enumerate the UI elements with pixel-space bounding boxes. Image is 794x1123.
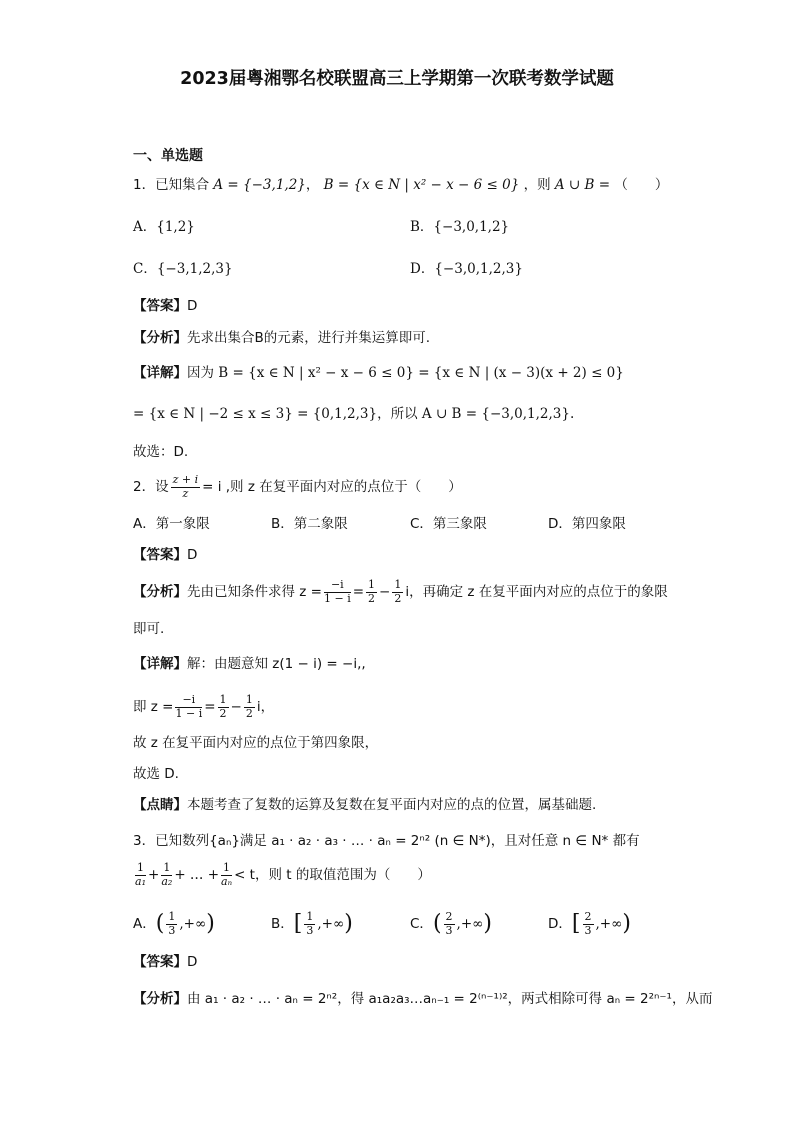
q3-stem-rest: < t，则 t 的取值范围为（ ） bbox=[234, 867, 431, 884]
q2-analysis-text: 先由已知条件求得 z = bbox=[187, 584, 322, 601]
page-title: 2023届粤湘鄂名校联盟高三上学期第一次联考数学试题 bbox=[180, 69, 614, 89]
q1-union: A ∪ B = bbox=[554, 177, 611, 193]
q1-detail-line1: 因为 B = {x ∈ N | x² − x − 6 ≤ 0} = {x ∈ N | (x − 3)(x + 2) ≤ 0} bbox=[187, 365, 624, 381]
q1-analysis-text: 先求出集合B的元素，进行并集运算即可. bbox=[187, 330, 431, 346]
q1-option-b: B．{−3,0,1,2} bbox=[410, 219, 510, 235]
q3-answer bbox=[133, 954, 197, 970]
q3-stem: 3．已知数列{aₙ}满足 a₁ · a₂ · a₃ · … · aₙ = 2ⁿ² (n ∈ N*)，且对任意 n ∈ N* 都有 bbox=[133, 833, 640, 849]
q2-stem-rest: = i ,则 z 在复平面内对应的点位于（ ） bbox=[202, 479, 462, 496]
q2-stem-text: 2．设 bbox=[133, 479, 169, 496]
q2-option-c: C．第三象限 bbox=[410, 516, 487, 532]
q3-answer-tag: 【答案】 bbox=[133, 954, 187, 970]
q3-option-a: A．( $\frac{1}{3}$ ,+∞) bbox=[133, 910, 215, 937]
q2-detail-line2: 即 z = $\frac{-i}{1 - i}$ = $\frac{1}{2}$ − $\frac{1}{2}$ i， bbox=[133, 693, 275, 720]
q1-conclusion: 故选：D. bbox=[133, 444, 189, 460]
q1-option-c: C．{−3,1,2,3} bbox=[133, 261, 233, 277]
q3-inequality: $\frac{1}{\text{a₁}}$ + $\frac{1}{\text{a₂}}$ + … + $\frac{1}{\text{aₙ}}$ < t，则 t 的取值范围为（ ） bbox=[135, 861, 431, 888]
q2-comment bbox=[133, 797, 596, 813]
q1-stem: 1．已知集合 A = {−3,1,2}， B = {x ∈ N | x² − x − 6 ≤ 0} ，则 A ∪ B = （ ） bbox=[133, 177, 669, 193]
q2-comment-text: 本题考查了复数的运算及复数在复平面内对应的点的位置，属基础题. bbox=[187, 797, 597, 813]
q2-analysis: 【分析】先由已知条件求得 z = $\frac{-i}{1 - i}$ = $\frac{1}{2}$ − $\frac{1}{2}$ i，再确定 z 在复平面内对应的点位于的象限 bbox=[133, 578, 668, 605]
q3-analysis-tag: 【分析】 bbox=[133, 991, 187, 1007]
q1-stem-text: 1．已知集合 bbox=[133, 177, 210, 193]
q2-stem bbox=[133, 474, 462, 500]
q3-answer-value: D bbox=[187, 954, 198, 970]
q1-detail-tag: 【详解】 bbox=[133, 365, 187, 381]
q1-stem-then: ，则 bbox=[523, 177, 551, 193]
q2-option-b: B．第二象限 bbox=[271, 516, 348, 532]
q1-set-a: A = {−3,1,2} bbox=[213, 177, 306, 193]
q3-analysis bbox=[133, 991, 712, 1007]
q2-detail bbox=[133, 656, 366, 672]
q1-answer-value: D bbox=[187, 298, 198, 314]
q2-fraction: $\frac{z + i}{z}$ bbox=[172, 473, 199, 500]
q1-paren: （ ） bbox=[614, 177, 669, 193]
q2-detail-line1: 解：由题意知 z(1 − i) = −i,, bbox=[187, 656, 366, 672]
q2-comment-tag: 【点睛】 bbox=[133, 797, 187, 813]
q1-analysis-tag: 【分析】 bbox=[133, 330, 187, 346]
q3-option-d: D．[ $\frac{2}{3}$ ,+∞) bbox=[548, 910, 631, 937]
q2-option-d: D．第四象限 bbox=[548, 516, 626, 532]
q2-conclusion: 故选 D. bbox=[133, 766, 179, 782]
q1-detail bbox=[133, 365, 624, 381]
q3-option-b: B．[ $\frac{1}{3}$ ,+∞) bbox=[271, 910, 353, 937]
q1-detail-line2: = {x ∈ N | −2 ≤ x ≤ 3} = {0,1,2,3}，所以 A ∪ B = {−3,0,1,2,3}. bbox=[133, 406, 575, 422]
q2-analysis-tag: 【分析】 bbox=[133, 584, 187, 601]
q2-detail-line3: 故 z 在复平面内对应的点位于第四象限， bbox=[133, 735, 379, 751]
q2-option-a: A．第一象限 bbox=[133, 516, 210, 532]
q2-answer bbox=[133, 547, 197, 563]
q1-option-d: D．{−3,0,1,2,3} bbox=[410, 261, 523, 277]
q1-set-b: B = {x ∈ N | x² − x − 6 ≤ 0} bbox=[323, 177, 520, 193]
q2-answer-tag: 【答案】 bbox=[133, 547, 187, 563]
q1-answer bbox=[133, 298, 197, 314]
q1-analysis bbox=[133, 330, 430, 346]
q2-analysis-end: 即可. bbox=[133, 621, 165, 637]
q1-option-a: A．{1,2} bbox=[133, 219, 195, 235]
q2-detail-tag: 【详解】 bbox=[133, 656, 187, 672]
q3-option-c: C．( $\frac{2}{3}$ ,+∞) bbox=[410, 910, 492, 937]
q3-analysis-text: 由 a₁ · a₂ · … · aₙ = 2ⁿ²，得 a₁a₂a₃…aₙ₋₁ = 2⁽ⁿ⁻¹⁾²，两式相除可得 aₙ = 2²ⁿ⁻¹，从而 bbox=[187, 991, 713, 1007]
q1-answer-tag: 【答案】 bbox=[133, 298, 187, 314]
section-heading: 一、单选题 bbox=[133, 148, 203, 164]
q2-answer-value: D bbox=[187, 547, 198, 563]
